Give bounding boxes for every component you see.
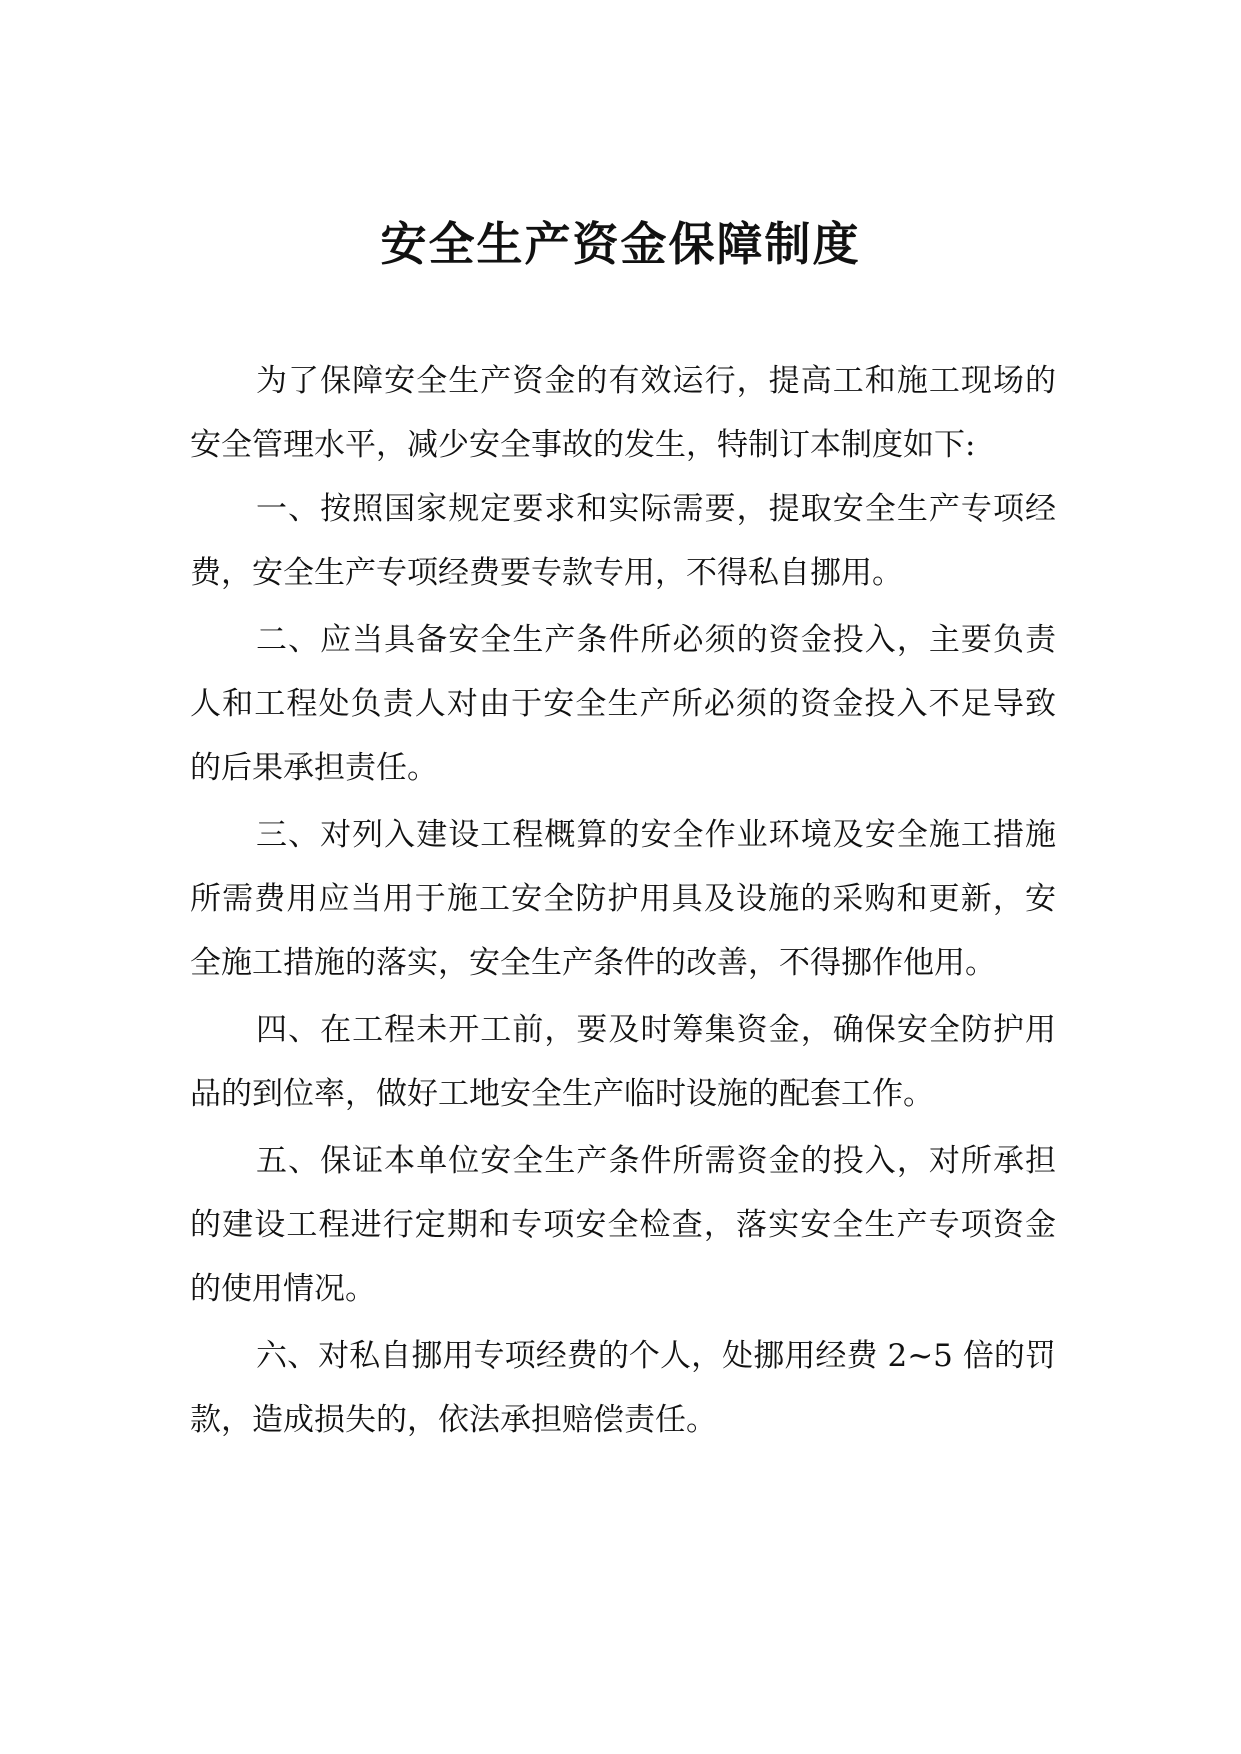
paragraph-item-1: 一、按照国家规定要求和实际需要，提取安全生产专项经费，安全生产专项经费要专款专用，不得私自挪用。 — [190, 491, 1056, 591]
paragraph-item-6: 六、对私自挪用专项经费的个人，处挪用经费 2~5 倍的罚款，造成损失的，依法承担赔偿责任。 — [190, 1338, 1056, 1438]
document-title: 安全生产资金保障制度 — [380, 217, 861, 271]
document-body — [190, 349, 1056, 1452]
paragraph-item-3: 三、对列入建设工程概算的安全作业环境及安全施工措施所需费用应当用于施工安全防护用具及设施的采购和更新，安全施工措施的落实，安全生产条件的改善，不得挪作他用。 — [190, 817, 1056, 981]
paragraph-intro: 为了保障安全生产资金的有效运行，提高工和施工现场的安全管理水平，减少安全事故的发生，特制订本制度如下: — [190, 363, 1056, 463]
paragraph-item-4: 四、在工程未开工前，要及时筹集资金，确保安全防护用品的到位率，做好工地安全生产临时设施的配套工作。 — [190, 1012, 1056, 1112]
paragraph-item-5: 五、保证本单位安全生产条件所需资金的投入，对所承担的建设工程进行定期和专项安全检查，落实安全生产专项资金的使用情况。 — [190, 1143, 1056, 1307]
paragraph-item-2: 二、应当具备安全生产条件所必须的资金投入，主要负责人和工程处负责人对由于安全生产所必须的资金投入不足导致的后果承担责任。 — [190, 622, 1056, 786]
